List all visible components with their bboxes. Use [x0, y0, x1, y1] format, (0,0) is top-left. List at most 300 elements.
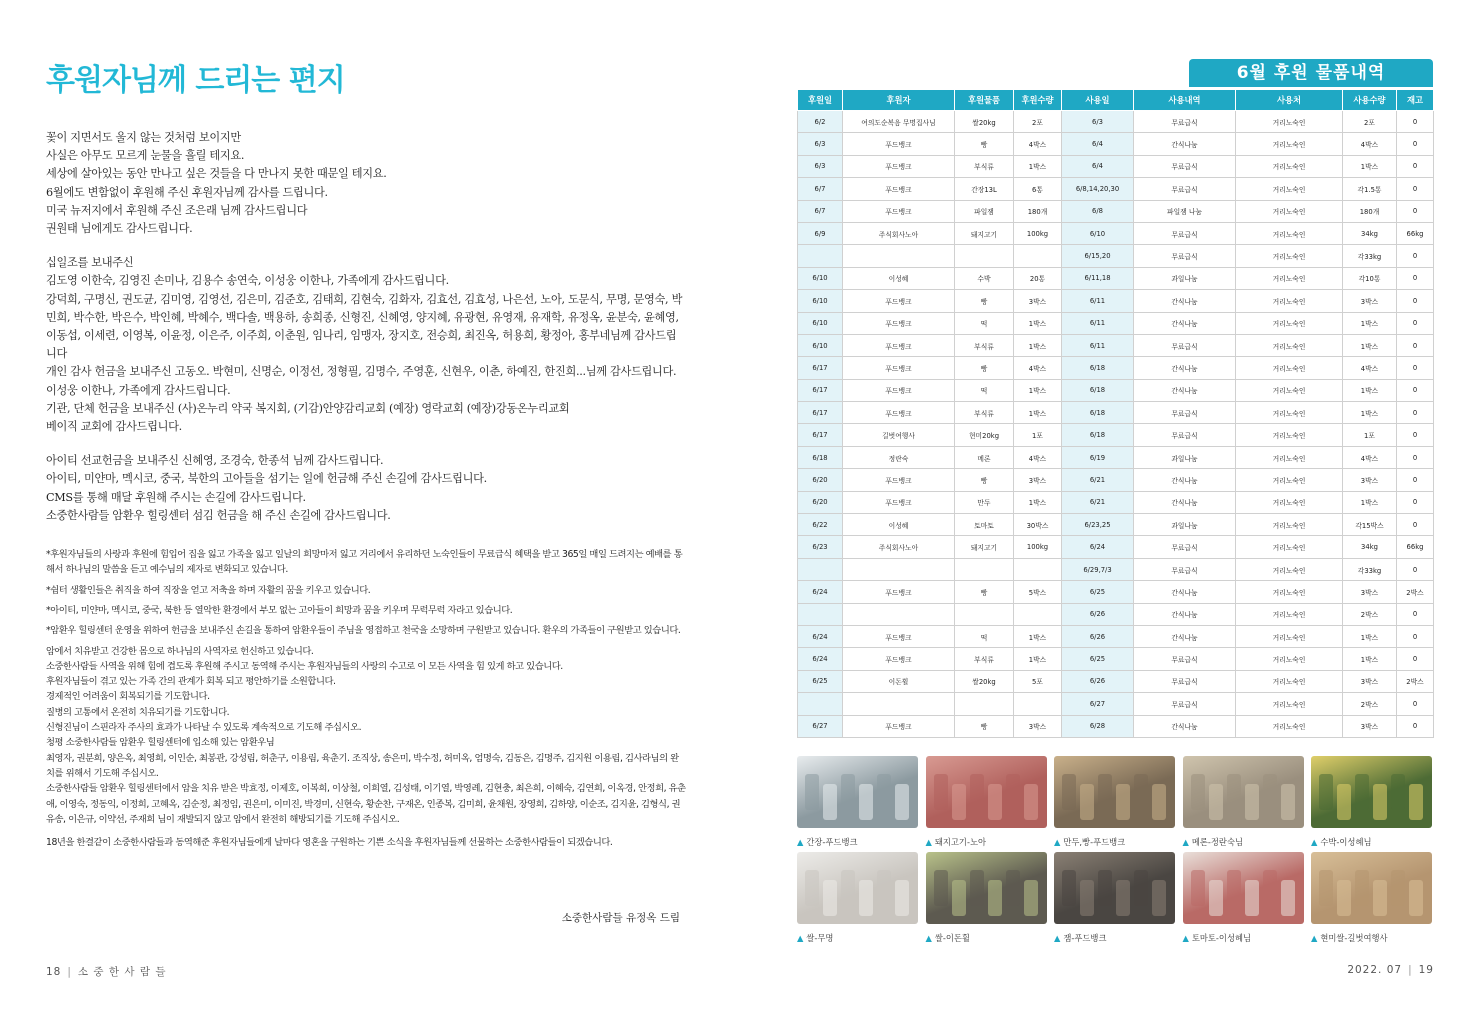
table-cell [798, 558, 843, 580]
table-cell: 3박스 [1014, 290, 1062, 312]
letter-notes [46, 547, 686, 850]
table-row [798, 715, 1434, 737]
footer-separator: | [1408, 964, 1413, 976]
photo-shape [1062, 774, 1076, 810]
photo-shape [1263, 774, 1277, 810]
table-cell: 0 [1397, 558, 1434, 580]
table-cell: 간식나눔 [1134, 379, 1236, 401]
table-cell: 6/4 [1062, 155, 1134, 177]
table-cell: 길벗여행사 [843, 424, 955, 446]
triangle-icon: ▲ [1182, 837, 1189, 847]
table-cell: 푸드뱅크 [843, 200, 955, 222]
table-cell: 6/23,25 [1062, 514, 1134, 536]
table-cell: 정란숙 [843, 446, 955, 468]
table-cell [955, 693, 1014, 715]
table-cell: 무료급식 [1134, 648, 1236, 670]
photo-caption [1311, 932, 1432, 944]
table-cell [798, 603, 843, 625]
table-cell: 6/17 [798, 379, 843, 401]
column-header: 사용처 [1236, 90, 1343, 111]
table-cell [955, 558, 1014, 580]
photo-shape [1024, 784, 1038, 820]
table-cell: 1박스 [1343, 648, 1397, 670]
table-cell: 각33kg [1343, 558, 1397, 580]
table-cell: 거리노숙인 [1236, 558, 1343, 580]
table-cell: 0 [1397, 715, 1434, 737]
table-cell: 6/29,7/3 [1062, 558, 1134, 580]
table-cell: 6/24 [798, 581, 843, 603]
closing-text: 18년을 한결같이 소중한사람들과 동역해준 후원자님들에게 날마다 영혼을 구원하는 기쁜 소식을 후원자님들께 선물하는 소중한사람들이 되겠습니다. [46, 837, 613, 849]
table-cell: 부식류 [955, 648, 1014, 670]
table-cell: 만두 [955, 491, 1014, 513]
table-row [798, 603, 1434, 625]
column-header: 재고 [1397, 90, 1434, 111]
table-cell [1014, 693, 1062, 715]
table-cell: 6/4 [1062, 133, 1134, 155]
photo-shape [1263, 870, 1277, 906]
table-cell: 180개 [1343, 200, 1397, 222]
table-cell: 3박스 [1014, 469, 1062, 491]
table-cell: 1박스 [1343, 334, 1397, 356]
caption-text: 잼-푸드뱅크 [1063, 933, 1107, 943]
photo-shape [1134, 870, 1148, 906]
table-cell: 6/24 [798, 625, 843, 647]
table-cell: 6/18 [1062, 424, 1134, 446]
photo-shape [877, 774, 891, 810]
table-cell: 6/3 [1062, 111, 1134, 133]
table-cell: 3박스 [1343, 469, 1397, 491]
photo-caption [1054, 932, 1175, 944]
table-header-row [798, 90, 1434, 111]
table-cell: 각15박스 [1343, 514, 1397, 536]
table-row [798, 693, 1434, 715]
table-cell: 거리노숙인 [1236, 536, 1343, 558]
table-cell: 66kg [1397, 222, 1434, 244]
table-title: 6월 후원 물품내역 [1189, 59, 1433, 87]
table-cell: 이돈휠 [843, 670, 955, 692]
table-cell: 푸드뱅크 [843, 379, 955, 401]
table-cell: 0 [1397, 290, 1434, 312]
table-cell: 푸드뱅크 [843, 402, 955, 424]
table-cell: 2포 [1014, 111, 1062, 133]
table-cell: 3박스 [1343, 581, 1397, 603]
table-cell: 34kg [1343, 536, 1397, 558]
table-cell: 간식나눔 [1134, 625, 1236, 647]
table-row [798, 648, 1434, 670]
photo-caption [797, 836, 918, 848]
table-cell: 6/19 [1062, 446, 1134, 468]
table-cell: 4박스 [1343, 133, 1397, 155]
table-cell: 1박스 [1014, 312, 1062, 334]
table-cell: 6/26 [1062, 603, 1134, 625]
table-cell: 거리노숙인 [1236, 670, 1343, 692]
table-cell: 거리노숙인 [1236, 133, 1343, 155]
letter-page [46, 55, 686, 855]
table-cell: 6/25 [1062, 581, 1134, 603]
table-cell: 6/2 [798, 111, 843, 133]
table-cell: 파일잼 나눔 [1134, 200, 1236, 222]
table-cell: 거리노숙인 [1236, 334, 1343, 356]
table-cell: 거리노숙인 [1236, 267, 1343, 289]
table-cell: 3박스 [1014, 715, 1062, 737]
photo-image [926, 756, 1047, 828]
table-cell: 6/10 [798, 267, 843, 289]
table-cell: 0 [1397, 155, 1434, 177]
table-cell: 6/26 [1062, 670, 1134, 692]
column-header: 사용일 [1062, 90, 1134, 111]
table-cell: 6/18 [1062, 357, 1134, 379]
photo-shape [1373, 784, 1387, 820]
table-cell: 무료급식 [1134, 424, 1236, 446]
note-4: *암환우 힐링센터 운영을 위하여 헌금을 보내주신 손길을 통하여 암환우들이 주님을 영접하고 천국을 소망하며 구원받고 있습니다. 환우의 가족들이 구원받고 있습니다. [46, 625, 681, 637]
table-cell: 빵 [955, 290, 1014, 312]
table-cell: 34kg [1343, 222, 1397, 244]
table-cell [843, 558, 955, 580]
photo-shape [1152, 784, 1166, 820]
table-cell: 1포 [1014, 424, 1062, 446]
table-cell: 1박스 [1343, 625, 1397, 647]
photo-shape [988, 784, 1002, 820]
caption-text: 수박-이성혜님 [1320, 837, 1372, 847]
photo-shape [988, 880, 1002, 916]
photo-shape [859, 784, 873, 820]
table-cell: 1박스 [1343, 491, 1397, 513]
issue-date: 2022. 07 [1347, 964, 1403, 976]
donation-photo [797, 756, 918, 848]
table-cell [1014, 603, 1062, 625]
note-2: *쉼터 생활인들은 취직을 하여 직장을 얻고 저축을 하며 자활의 꿈을 키우고 있습니다. [46, 584, 371, 596]
table-cell: 무료급식 [1134, 334, 1236, 356]
table-cell: 0 [1397, 603, 1434, 625]
table-cell: 6/10 [1062, 222, 1134, 244]
table-cell: 푸드뱅크 [843, 334, 955, 356]
photo-shape [952, 784, 966, 820]
donation-photo [1183, 852, 1304, 944]
photo-shape [1337, 880, 1351, 916]
table-cell: 각33kg [1343, 245, 1397, 267]
table-cell: 주식회사노아 [843, 222, 955, 244]
triangle-icon: ▲ [1311, 933, 1318, 943]
table-cell: 3박스 [1343, 670, 1397, 692]
photo-shape [1319, 870, 1333, 906]
table-cell: 무료급식 [1134, 693, 1236, 715]
table-row [798, 334, 1434, 356]
table-row [798, 514, 1434, 536]
table-cell: 간식나눔 [1134, 715, 1236, 737]
caption-text: 토마토-이성혜님 [1191, 933, 1251, 943]
table-row [798, 581, 1434, 603]
table-cell: 1박스 [1014, 402, 1062, 424]
table-cell: 6/18 [1062, 402, 1134, 424]
table-cell: 0 [1397, 648, 1434, 670]
photo-image [926, 852, 1047, 924]
table-cell: 거리노숙인 [1236, 491, 1343, 513]
table-cell: 간식나눔 [1134, 469, 1236, 491]
photo-shape [1080, 784, 1094, 820]
table-cell: 간식나눔 [1134, 491, 1236, 513]
table-cell: 6/9 [798, 222, 843, 244]
donation-photo [1311, 756, 1432, 848]
triangle-icon: ▲ [797, 933, 804, 943]
table-cell: 거리노숙인 [1236, 312, 1343, 334]
table-cell: 6/8,14,20,30 [1062, 178, 1134, 200]
photo-shape [1409, 784, 1423, 820]
table-row [798, 379, 1434, 401]
table-cell: 0 [1397, 491, 1434, 513]
caption-text: 메론-정란숙님 [1191, 837, 1243, 847]
table-cell: 6/20 [798, 469, 843, 491]
table-cell: 푸드뱅크 [843, 155, 955, 177]
table-row [798, 446, 1434, 468]
column-header: 사용수량 [1343, 90, 1397, 111]
table-cell: 6/21 [1062, 491, 1134, 513]
table-cell: 푸드뱅크 [843, 178, 955, 200]
photo-image [1311, 852, 1432, 924]
table-cell: 0 [1397, 446, 1434, 468]
table-cell: 부식류 [955, 334, 1014, 356]
table-cell: 1박스 [1343, 402, 1397, 424]
table-cell: 100kg [1014, 222, 1062, 244]
page-number-left: 18 [46, 966, 62, 978]
table-cell: 1박스 [1014, 379, 1062, 401]
table-cell [798, 693, 843, 715]
footer-separator: | [67, 966, 72, 978]
triangle-icon: ▲ [1054, 933, 1061, 943]
table-cell: 5박스 [1014, 581, 1062, 603]
table-cell: 쌀20kg [955, 111, 1014, 133]
table-cell: 간식나눔 [1134, 312, 1236, 334]
table-cell: 거리노숙인 [1236, 625, 1343, 647]
photo-image [797, 756, 918, 828]
photo-shape [859, 880, 873, 916]
letter-paragraph-2: 십일조를 보내주신 김도영 이한숙, 김영진 손미나, 김용수 송연숙, 이성웅 이한나, 가족에게 감사드립니다. 강덕희, 구명신, 권도균, 김미영, 김영선, 김은미, 김준호, 김태희, 김현숙, 김화자, 김효선, 김효성, 나은선, 노아, 도문식, 무명, 문영숙, 박민희, 박수한, 박은수, 박인혜, 박혜수, 백다솔, 백용하, 송희종, 신형진, 신혜영, 양지혜, 유광현, 유영재, 유재학, 유정옥, 윤분숙, 윤혜영, 이동섭, 이세련, 이영복, 이윤정, 이은주, 이주희, 이춘원, 임나리, 임맹자, 장지호, 전승희, 최진옥, 허용희, 황정아, 홍부네님께 감사드립니다 개인 감사 헌금을 보내주신 고동오. 박현미, 신명순, 이정선, 정형필, 김명수, 주영훈, 신현우, 이춘, 하예진, 한진희...님께 감사드립니다. 이성웅 이한나, 가족에게 감사드립니다. 기관, 단체 헌금을 보내주신 (사)온누리 약국 복지회, (기감)안양감리교회 (예장) 영락교회 (예장)강동온누리교회 베이직 교회에 감사드립니다. [46, 256, 683, 434]
table-cell: 주식회사노아 [843, 536, 955, 558]
table-cell: 6/18 [1062, 379, 1134, 401]
table-row [798, 222, 1434, 244]
table-cell: 무료급식 [1134, 155, 1236, 177]
table-cell: 무료급식 [1134, 245, 1236, 267]
table-cell: 2박스 [1397, 670, 1434, 692]
table-cell: 푸드뱅크 [843, 581, 955, 603]
table-cell: 1포 [1343, 424, 1397, 446]
table-cell: 180개 [1014, 200, 1062, 222]
table-row [798, 267, 1434, 289]
table-cell: 30박스 [1014, 514, 1062, 536]
photo-shape [841, 870, 855, 906]
donation-photo [1054, 852, 1175, 944]
donation-photo [797, 852, 918, 944]
table-cell: 무료급식 [1134, 536, 1236, 558]
table-cell: 푸드뱅크 [843, 357, 955, 379]
table-row [798, 491, 1434, 513]
photo-shape [841, 774, 855, 810]
table-cell: 6/7 [798, 178, 843, 200]
table-row [798, 558, 1434, 580]
table-cell: 이성혜 [843, 267, 955, 289]
column-header: 후원수량 [1014, 90, 1062, 111]
table-cell: 0 [1397, 469, 1434, 491]
photo-shape [1209, 880, 1223, 916]
table-cell: 빵 [955, 469, 1014, 491]
column-header: 후원물품 [955, 90, 1014, 111]
table-cell: 무료급식 [1134, 222, 1236, 244]
table-cell: 거리노숙인 [1236, 379, 1343, 401]
table-cell: 토마토 [955, 514, 1014, 536]
table-cell: 0 [1397, 334, 1434, 356]
photo-shape [1281, 880, 1295, 916]
note-1: *후원자님들의 사랑과 후원에 힘입어 집을 잃고 가족을 잃고 일날의 희망마저 잃고 거리에서 유리하던 노숙인들이 무료급식 혜택을 받고 365일 매일 드려지는 예배를 통해서 하나님의 말씀을 듣고 예수님의 제자로 변화되고 있습니다. [46, 549, 683, 576]
column-header: 후원일 [798, 90, 843, 111]
caption-text: 현미쌀-길벗여행사 [1320, 933, 1388, 943]
photo-shape [1191, 774, 1205, 810]
table-cell: 100kg [1014, 536, 1062, 558]
table-row [798, 670, 1434, 692]
table-cell: 과일나눔 [1134, 267, 1236, 289]
table-cell: 거리노숙인 [1236, 155, 1343, 177]
photo-shape [1098, 774, 1112, 810]
photo-shape [1024, 880, 1038, 916]
photo-image [1311, 756, 1432, 828]
photo-image [1183, 852, 1304, 924]
table-cell: 6/18 [798, 446, 843, 468]
table-cell: 거리노숙인 [1236, 222, 1343, 244]
table-row [798, 469, 1434, 491]
table-cell: 각10통 [1343, 267, 1397, 289]
photo-caption [797, 932, 918, 944]
photo-shape [1227, 774, 1241, 810]
table-cell: 간식나눔 [1134, 133, 1236, 155]
table-cell: 떡 [955, 312, 1014, 334]
table-cell: 6/27 [1062, 693, 1134, 715]
table-cell: 4박스 [1343, 357, 1397, 379]
table-cell: 빵 [955, 133, 1014, 155]
photo-shape [1319, 774, 1333, 810]
table-cell: 푸드뱅크 [843, 715, 955, 737]
photo-shape [1116, 880, 1130, 916]
triangle-icon: ▲ [797, 837, 804, 847]
photo-image [797, 852, 918, 924]
table-cell: 20통 [1014, 267, 1062, 289]
table-cell: 무료급식 [1134, 670, 1236, 692]
table-cell: 1박스 [1014, 334, 1062, 356]
table-cell: 0 [1397, 245, 1434, 267]
table-cell: 거리노숙인 [1236, 446, 1343, 468]
triangle-icon: ▲ [1054, 837, 1061, 847]
table-cell: 6/22 [798, 514, 843, 536]
table-cell: 2박스 [1343, 693, 1397, 715]
table-cell: 무료급식 [1134, 558, 1236, 580]
table-row [798, 402, 1434, 424]
table-cell [955, 245, 1014, 267]
photo-shape [970, 774, 984, 810]
table-cell: 0 [1397, 379, 1434, 401]
photo-shape [1391, 870, 1405, 906]
photo-shape [1098, 870, 1112, 906]
table-cell: 6/17 [798, 402, 843, 424]
table-cell: 수박 [955, 267, 1014, 289]
table-cell: 거리노숙인 [1236, 178, 1343, 200]
photo-shape [1355, 774, 1369, 810]
table-cell: 1박스 [1343, 155, 1397, 177]
page-number-right: 19 [1418, 964, 1434, 976]
photo-shape [1391, 774, 1405, 810]
photo-shape [823, 784, 837, 820]
table-cell: 6/8 [1062, 200, 1134, 222]
table-cell: 거리노숙인 [1236, 514, 1343, 536]
photo-shape [1245, 784, 1259, 820]
table-cell: 1박스 [1343, 379, 1397, 401]
table-cell: 부식류 [955, 155, 1014, 177]
photo-shape [1227, 870, 1241, 906]
table-cell: 거리노숙인 [1236, 693, 1343, 715]
triangle-icon: ▲ [1311, 837, 1318, 847]
table-cell: 2박스 [1343, 603, 1397, 625]
table-cell: 거리노숙인 [1236, 581, 1343, 603]
table-cell: 0 [1397, 312, 1434, 334]
table-cell: 66kg [1397, 536, 1434, 558]
table-cell: 6/17 [798, 357, 843, 379]
table-cell: 0 [1397, 424, 1434, 446]
table-cell: 파일잼 [955, 200, 1014, 222]
table-row [798, 200, 1434, 222]
caption-text: 돼지고기-노아 [934, 837, 986, 847]
photo-shape [1245, 880, 1259, 916]
table-cell [843, 245, 955, 267]
table-row [798, 155, 1434, 177]
table-cell: 6/23 [798, 536, 843, 558]
table-cell: 0 [1397, 514, 1434, 536]
photo-image [1183, 756, 1304, 828]
photo-caption [1183, 836, 1304, 848]
table-cell: 푸드뱅크 [843, 312, 955, 334]
table-cell: 6/11 [1062, 290, 1134, 312]
prayer-body: 암에서 치유받고 건강한 몸으로 하나님의 사역자로 헌신하고 있습니다. 소중한사람들 사역을 위해 힘에 겹도록 후원해 주시고 동역해 주시는 후원자님들의 사랑의 수고로 이 모든 사역을 힘 있게 하고 있습니다. 후원자님들이 겪고 있는 가족 간의 관계가 회복 되고 평안하기를 소원합니다. 경제적인 어려움이 회복되기를 기도합니다. 질병의 고통에서 온전히 치유되기를 기도합니다. 신형진님이 스핀라자 주사의 효과가 나타날 수 있도록 계속적으로 기도해 주십시오. 청평 소중한사람들 암환우 힐링센터에 입소해 있는 암환우님 최영자, 권분희, 양은옥, 최영희, 이인순, 최봉관, 강성림, 허춘구, 이용림, 육춘기. 조직상, 송은미, 박수정, 허미옥, 엄명숙, 김동은, 김명주, 김지원 이용림, 김사라님의 완치를 위해서 기도해 주십시오. 소중한사람들 암환우 힐링센터에서 암을 치유 받은 박효정, 이제호, 이복희, 이상철, 이희열, 김성태, 이기열, 박영례, 김현충, 최은희, 이혜숙, 김연희, 이옥경, 안정희, 유춘애, 이영숙, 정동익, 이정희, 고혜옥, 김순정, 최정임, 권은미, 이미진, 박경미, 신현숙, 황순찬, 구재온, 인종복, 김미희, 윤채원, 장영희, 김하양, 이순조, 김지윤, 김형식, 권유송, 이은규, 이약선, 주재희 님이 재발되지 않고 암에서 완전히 해방되기를 기도해 주십시오. [46, 645, 686, 825]
table-cell: 3박스 [1343, 715, 1397, 737]
table-cell: 각1.5통 [1343, 178, 1397, 200]
photo-shape [895, 880, 909, 916]
triangle-icon: ▲ [925, 837, 932, 847]
table-cell: 6/26 [1062, 625, 1134, 647]
letter-paragraph-1: 꽃이 지면서도 울지 않는 것처럼 보이지만 사실은 아무도 모르게 눈물을 흘릴 테지요. 세상에 살아있는 동안 만나고 싶은 것들을 다 만나지 못한 때문일 테지요. 6월에도 변함없이 후원해 주신 후원자님께 감사를 드립니다. 미국 뉴저지에서 후원해 주신 조은래 님께 감사드립니다 권원태 님에게도 감사드립니다. [46, 131, 387, 236]
photo-caption [926, 932, 1047, 944]
table-row [798, 357, 1434, 379]
table-cell: 6/7 [798, 200, 843, 222]
photo-shape [1006, 774, 1020, 810]
photo-shape [1191, 870, 1205, 906]
table-cell: 거리노숙인 [1236, 648, 1343, 670]
table-row [798, 178, 1434, 200]
table-cell [1014, 558, 1062, 580]
table-cell: 6/15,20 [1062, 245, 1134, 267]
photo-shape [1062, 870, 1076, 906]
table-cell: 푸드뱅크 [843, 491, 955, 513]
table-cell [798, 245, 843, 267]
table-cell: 떡 [955, 625, 1014, 647]
table-cell: 0 [1397, 133, 1434, 155]
table-cell: 6/20 [798, 491, 843, 513]
table-cell: 여의도순복음 무명집사님 [843, 111, 955, 133]
caption-text: 만두,빵-푸드뱅크 [1063, 837, 1126, 847]
caption-text: 간장-푸드뱅크 [806, 837, 858, 847]
table-cell: 4박스 [1014, 357, 1062, 379]
table-cell: 6/3 [798, 155, 843, 177]
table-cell: 간식나눔 [1134, 581, 1236, 603]
table-cell: 거리노숙인 [1236, 715, 1343, 737]
table-row [798, 312, 1434, 334]
footer-left [46, 964, 166, 979]
table-cell: 푸드뱅크 [843, 625, 955, 647]
table-cell: 거리노숙인 [1236, 111, 1343, 133]
